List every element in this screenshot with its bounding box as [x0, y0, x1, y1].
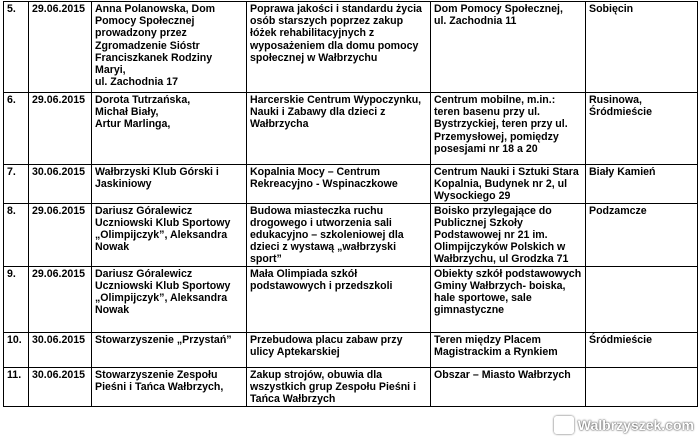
row-location: Centrum Nauki i Sztuki Stara Kopalnia, Budynek nr 2, ul Wysockiego 29 — [431, 165, 586, 204]
projects-table — [3, 1, 698, 407]
watermark — [554, 416, 694, 434]
row-location: Boisko przylegające do Publicznej Szkoły Podstawowej nr 21 im. Olimpijczyków Polskich w Wałbrzychu, ul Grodzka 71 — [431, 203, 586, 266]
row-district: Biały Kamień — [586, 165, 698, 204]
row-applicant: Stowarzyszenie Zespołu Pieśni i Tańca Wałbrzych, — [92, 367, 247, 406]
row-number: 5. — [4, 2, 29, 93]
table-row — [4, 367, 698, 406]
table-row — [4, 266, 698, 332]
row-title: Poprawa jakości i standardu życia osób starszych poprzez zakup łóżek rehabilitacyjnych z wyposażeniem dla domu pomocy społecznej w Wałbrzychu — [247, 2, 431, 93]
row-number: 10. — [4, 332, 29, 367]
row-district: Podzamcze — [586, 203, 698, 266]
row-applicant: Dariusz Góralewicz Uczniowski Klub Sportowy „Olimpijczyk”, Aleksandra Nowak — [92, 266, 247, 332]
row-applicant: Dorota Tutrzańska, Michał Biały, Artur Marlinga, — [92, 93, 247, 165]
row-date: 29.06.2015 — [29, 2, 92, 93]
row-applicant: Wałbrzyski Klub Górski i Jaskiniowy — [92, 165, 247, 204]
table-row — [4, 165, 698, 204]
row-location: Dom Pomocy Społecznej, ul. Zachodnia 11 — [431, 2, 586, 93]
row-location: Obszar – Miasto Wałbrzych — [431, 367, 586, 406]
row-location: Teren między Placem Magistrackim a Rynkiem — [431, 332, 586, 367]
row-title: Przebudowa placu zabaw przy ulicy Aptekarskiej — [247, 332, 431, 367]
row-district: Śródmieście — [586, 332, 698, 367]
row-number: 11. — [4, 367, 29, 406]
row-date: 30.06.2015 — [29, 332, 92, 367]
row-applicant: Stowarzyszenie „Przystań” — [92, 332, 247, 367]
row-date: 29.06.2015 — [29, 93, 92, 165]
row-number: 9. — [4, 266, 29, 332]
row-date: 30.06.2015 — [29, 367, 92, 406]
row-title: Budowa miasteczka ruchu drogowego i utworzenia sali edukacyjno – szkoleniowej dla dzieci z wystawą „wałbrzyski sport” — [247, 203, 431, 266]
row-number: 8. — [4, 203, 29, 266]
row-applicant: Dariusz Góralewicz Uczniowski Klub Sportowy „Olimpijczyk”, Aleksandra Nowak — [92, 203, 247, 266]
row-date: 30.06.2015 — [29, 165, 92, 204]
row-title: Harcerskie Centrum Wypoczynku, Nauki i Zabawy dla dzieci z Wałbrzycha — [247, 93, 431, 165]
row-applicant: Anna Polanowska, Dom Pomocy Społecznej prowadzony przez Zgromadzenie Sióstr Franciszkanek Rodziny Maryi, ul. Zachodnia 17 — [92, 2, 247, 93]
row-district — [586, 367, 698, 406]
row-district: Rusinowa, Śródmieście — [586, 93, 698, 165]
row-district — [586, 266, 698, 332]
row-title: Zakup strojów, obuwia dla wszystkich grup Zespołu Pieśni i Tańca Wałbrzych — [247, 367, 431, 406]
row-district: Sobięcin — [586, 2, 698, 93]
table-row — [4, 2, 698, 93]
row-location: Centrum mobilne, m.in.: teren basenu przy ul. Bystrzyckiej, teren przy ul. Przemysłowej, pomiędzy posesjami nr 18 a 20 — [431, 93, 586, 165]
row-title: Mała Olimpiada szkół podstawowych i przedszkoli — [247, 266, 431, 332]
checkmark-box-icon — [554, 416, 574, 434]
table-row — [4, 203, 698, 266]
projects-table-body — [4, 2, 698, 407]
row-date: 29.06.2015 — [29, 203, 92, 266]
table-row — [4, 332, 698, 367]
row-number: 6. — [4, 93, 29, 165]
row-number: 7. — [4, 165, 29, 204]
table-row — [4, 93, 698, 165]
row-title: Kopalnia Mocy – Centrum Rekreacyjno - Wspinaczkowe — [247, 165, 431, 204]
row-location: Obiekty szkół podstawowych Gminy Wałbrzych- boiska, hale sportowe, sale gimnastyczne — [431, 266, 586, 332]
row-date: 29.06.2015 — [29, 266, 92, 332]
watermark-text: Walbrzyszek.com — [577, 417, 694, 433]
